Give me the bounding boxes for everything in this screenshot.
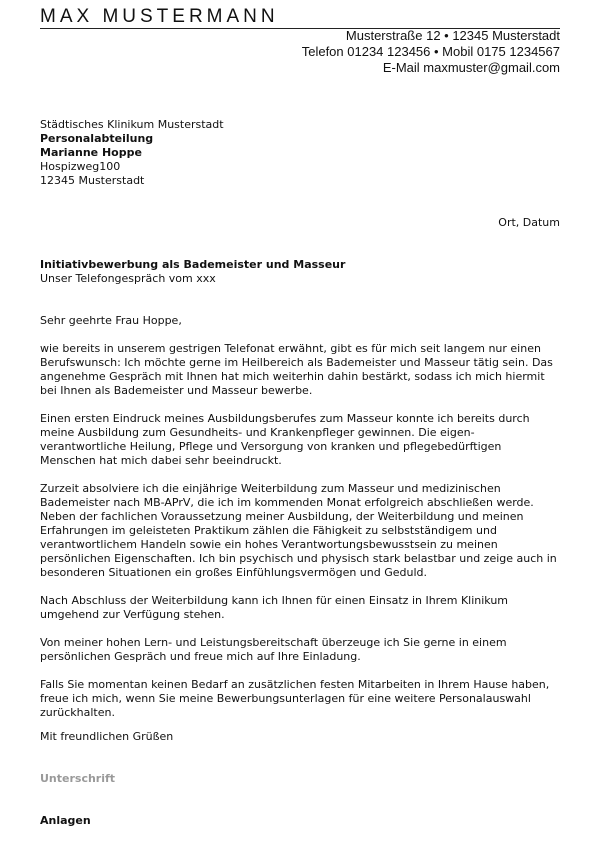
sender-phone: Telefon 01234 123456 • Mobil 0175 1234567 [301, 44, 560, 59]
signature-placeholder: Unterschrift [40, 772, 116, 785]
body-paragraph: Zurzeit absolviere ich die einjährige Weiterbildung zum Masseur und medizinischen Bademeister nach MB-APrV, die ich im kommenden Monat erfolgreich abschließen werde. Neben der fachlichen Voraussetzung meiner Ausbildung, der Weiterbildung und meinen Erfahrungen im geleisteten Praktikum zählen die Fähigkeit zu selbstständigem und verantwortlichem Handeln sowie ein hohes Verantwortungsbewusstsein zu meinen persönlichen Eigenschaften. Ich bin psychisch und physisch stark belastbar und zeige auch in besonderen Situationen ein großes Einfühlungsvermögen und Geduld. [40, 482, 557, 579]
subject-title: Initiativbewerbung als Bademeister und Masseur [40, 258, 346, 271]
body-paragraph: Von meiner hohen Lern- und Leistungsbereitschaft überzeuge ich Sie gerne in einem persönlichen Gespräch und freue mich auf Ihre Einladung. [40, 636, 507, 663]
sender-address: Musterstraße 12 • 12345 Musterstadt [345, 28, 560, 43]
attachments-label: Anlagen [40, 814, 91, 827]
recipient-department: Personalabteilung [40, 132, 154, 145]
subject-block [40, 258, 345, 286]
body-paragraph: Einen ersten Eindruck meines Ausbildungsberufes zum Masseur konnte ich bereits durch meine Ausbildung zum Gesundheits- und Krankenpfleger gewinnen. Die eigen-verantwortliche Heilung, Pflege und Versorgung von kranken und pflegebedürftigen Menschen hat mich dabei sehr beeindruckt. [40, 412, 530, 467]
recipient-address-block [40, 118, 224, 188]
subject-reference: Unser Telefongespräch vom xxx [40, 272, 216, 285]
recipient-organization: Städtisches Klinikum Musterstadt [40, 118, 224, 131]
body-paragraph: Falls Sie momentan keinen Bedarf an zusätzlichen festen Mitarbeiten in Ihrem Hause haben, freue ich mich, wenn Sie meine Bewerbungsunterlagen für eine weitere Personalauswahl zurückhalten. [40, 678, 550, 719]
body-paragraph: Nach Abschluss der Weiterbildung kann ich Ihnen für einen Einsatz in Ihrem Klinikum umgehend zur Verfügung stehen. [40, 594, 509, 621]
recipient-city: 12345 Musterstadt [40, 174, 145, 187]
body-paragraph: wie bereits in unserem gestrigen Telefonat erwähnt, gibt es für mich seit langem nur einen Berufswunsch: Ich möchte gerne im Heilbereich als Bademeister und Masseur tätig sein. Das angenehme Gespräch mit Ihnen hat mich weiterhin dahin bestärkt, sodass ich mich hiermit bei Ihnen als Bademeister und Masseur bewerbe. [40, 342, 553, 397]
salutation: Sehr geehrte Frau Hoppe, [40, 314, 182, 327]
sender-email: E-Mail maxmuster@gmail.com [382, 60, 560, 75]
recipient-street: Hospizweg100 [40, 160, 121, 173]
sender-contact-block [302, 28, 560, 76]
letter-date: Ort, Datum [498, 216, 560, 229]
closing-phrase: Mit freundlichen Grüßen [40, 730, 174, 743]
recipient-contact-person: Marianne Hoppe [40, 146, 142, 159]
letter-body [40, 342, 560, 734]
sender-name: MAX MUSTERMANN [40, 6, 279, 27]
